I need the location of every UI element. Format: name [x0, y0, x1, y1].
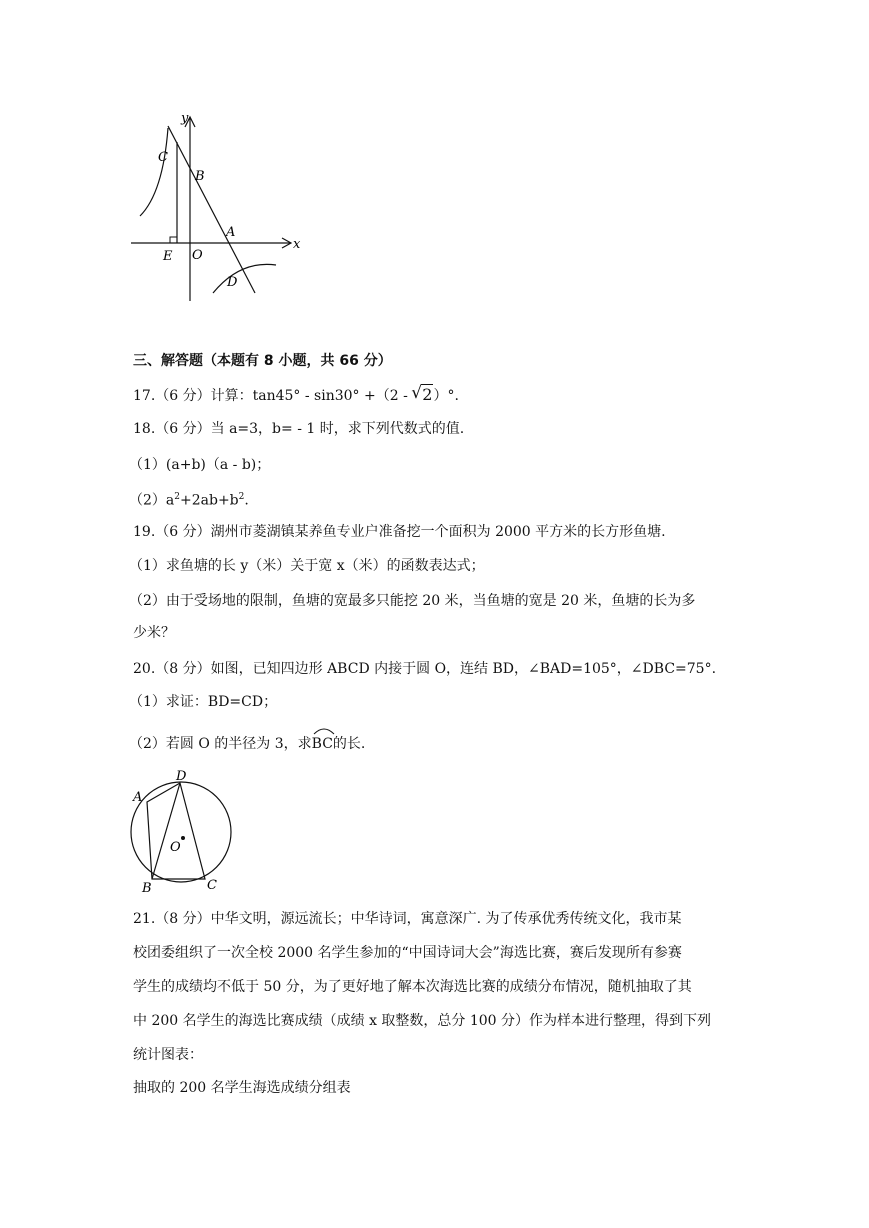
q20-p2-prefix: （2）若圆 O 的半径为 3，求 [129, 736, 312, 752]
table-caption: 抽取的 200 名学生海选成绩分组表 [133, 1080, 351, 1096]
q18-p2-b: +2ab+b [180, 492, 239, 509]
label-origin-o: O [192, 248, 203, 263]
label-d: D [176, 769, 187, 784]
question-21-line-3: 学生的成绩均不低于 50 分，为了更好地了解本次海选比赛的成绩分布情况，随机抽取了其 [133, 979, 692, 995]
label-x-axis: x [293, 237, 301, 252]
hyperbola-lower-branch [213, 264, 276, 293]
question-21-line-5: 统计图表： [133, 1047, 203, 1063]
label-o: O [170, 840, 181, 855]
q18-exponent-1: 2 [174, 492, 180, 502]
diagonal-bd [152, 783, 180, 879]
line-through-points [168, 126, 255, 293]
q17-suffix: ）°. [433, 388, 459, 404]
right-angle-mark [170, 237, 177, 243]
section-heading: 三、解答题（本题有 8 小题，共 66 分） [133, 353, 392, 369]
q20-p2-suffix: 的长. [332, 736, 366, 752]
label-c: C [207, 878, 217, 893]
label-y-axis: y [181, 111, 189, 126]
question-19-part-2-line-2: 少米？ [133, 625, 175, 641]
label-point-b: B [195, 169, 205, 184]
center-dot [181, 836, 185, 840]
circle-o [131, 782, 231, 882]
arc-bc-label: BC [311, 736, 333, 752]
q18-p2-a: （2）a [129, 492, 175, 509]
question-19-part-1: （1）求鱼塘的长 y（米）关于宽 x（米）的函数表达式； [129, 558, 485, 574]
q18-exponent-2: 2 [238, 492, 245, 502]
label-point-a: A [226, 225, 236, 240]
inscribed-quadrilateral-figure [125, 767, 245, 897]
question-19-part-2-line-1: （2）由于受场地的限制，鱼塘的宽最多只能挖 20 米，当鱼塘的宽是 20 米，鱼塘的长为多 [129, 593, 696, 609]
question-18-part-1: （1）(a+b)（a - b)； [129, 457, 271, 473]
sqrt-radicand: 2 [422, 385, 433, 404]
question-21-line-4: 中 200 名学生的海选比赛成绩（成绩 x 取整数，总分 100 分）作为样本进行整理，得到下列 [133, 1013, 712, 1029]
label-b: B [142, 881, 152, 896]
question-21-line-1: 21.（8 分）中华文明，源远流长；中华诗词，寓意深广. 为了传承优秀传统文化，我市某 [133, 911, 682, 927]
label-point-e: E [163, 249, 173, 264]
arc-bc [312, 734, 333, 754]
question-20-part-1: （1）求证：BD=CD； [129, 694, 278, 710]
hyperbola-upper-branch [140, 128, 168, 216]
question-17 [133, 385, 459, 406]
arc-symbol [312, 727, 336, 735]
label-point-c: C [158, 150, 168, 165]
label-a: A [133, 790, 143, 805]
q17-prefix: 17.（6 分）计算：tan45° - sin30° +（2 - [133, 388, 413, 404]
coordinate-graph [128, 108, 328, 313]
sqrt-symbol: √ 2 [411, 383, 433, 404]
question-18-stem: 18.（6 分）当 a=3，b= - 1 时，求下列代数式的值. [133, 421, 465, 437]
label-point-d: D [227, 275, 238, 290]
question-20-part-2 [129, 734, 365, 754]
question-18-part-2 [129, 487, 249, 511]
question-20-stem: 20.（8 分）如图，已知四边形 ABCD 内接于圆 O，连结 BD，∠BAD=105°，∠DBC=75°. [133, 661, 717, 677]
question-19-stem: 19.（6 分）湖州市菱湖镇某养鱼专业户准备挖一个面积为 2000 平方米的长方形鱼塘. [133, 524, 666, 540]
q18-p2-c: . [244, 492, 249, 509]
question-21-line-2: 校团委组织了一次全校 2000 名学生参加的“中国诗词大会”海选比赛，赛后发现所有参赛 [133, 945, 682, 961]
